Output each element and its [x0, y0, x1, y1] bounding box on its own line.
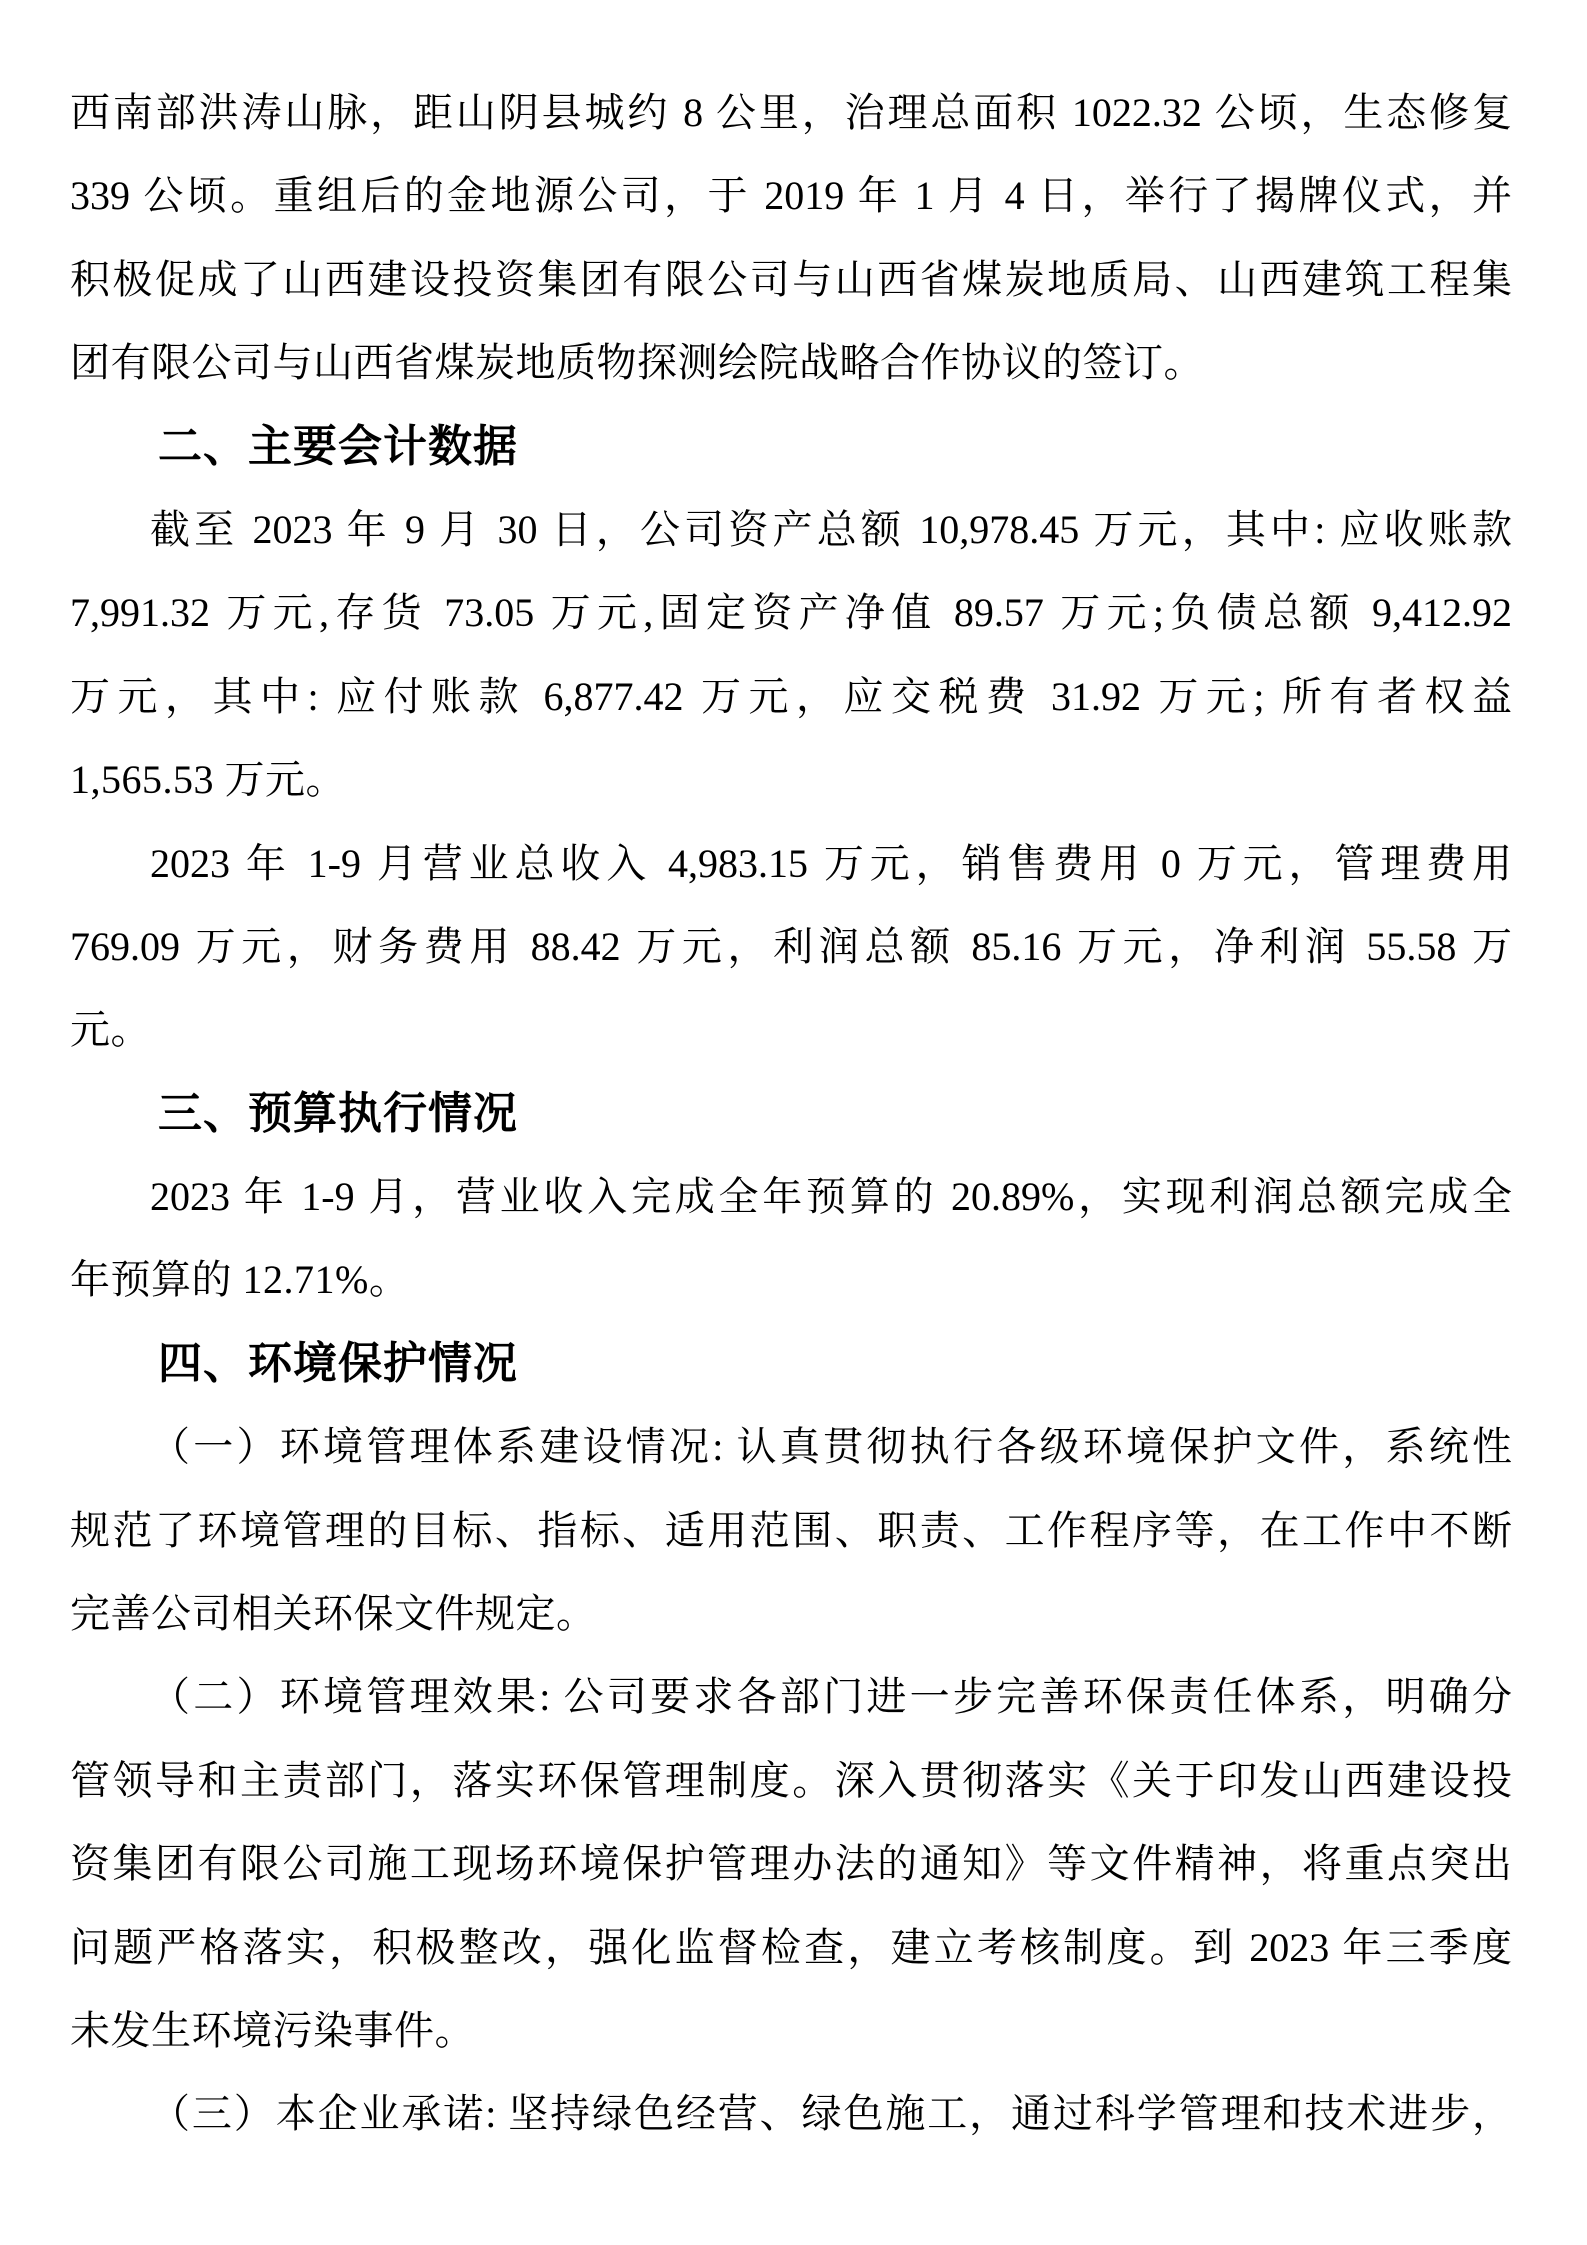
- section-heading-budget-execution: 三、预算执行情况: [158, 1088, 518, 1138]
- document-body-text: [70, 71, 1512, 2156]
- text-line: 问题严格落实，积极整改，强化监督检查，建立考核制度。到 2023 年三季度: [70, 1924, 1512, 1970]
- text-line: 完善公司相关环保文件规定。: [70, 1591, 597, 1637]
- text-line: 积极促成了山西建设投资集团有限公司与山西省煤炭地质局、山西建筑工程集: [70, 256, 1512, 302]
- text-line: 2023 年 1-9 月，营业收入完成全年预算的 20.89%，实现利润总额完成全: [150, 1174, 1512, 1220]
- section-heading-accounting-data: 二、主要会计数据: [158, 421, 518, 471]
- text-line: 339 公顷。重组后的金地源公司，于 2019 年 1 月 4 日，举行了揭牌仪式，并: [70, 173, 1512, 219]
- section-heading-environmental-protection: 四、环境保护情况: [158, 1338, 518, 1388]
- text-line: 未发生环境污染事件。: [70, 2007, 475, 2053]
- text-line: 万元，其中: 应付账款 6,877.42 万元，应交税费 31.92 万元; 所有者权益: [70, 673, 1512, 719]
- text-line: 1,565.53 万元。: [70, 757, 346, 803]
- text-line: 7,991.32 万元,存货 73.05 万元,固定资产净值 89.57 万元;负债总额 9,412.92: [70, 590, 1512, 636]
- text-line: 769.09 万元，财务费用 88.42 万元，利润总额 85.16 万元，净利润 55.58 万: [70, 923, 1512, 969]
- text-line: 西南部洪涛山脉，距山阴县城约 8 公里，治理总面积 1022.32 公顷，生态修复: [70, 90, 1512, 135]
- text-line: （二）环境管理效果: 公司要求各部门进一步完善环保责任体系，明确分: [150, 1674, 1512, 1720]
- text-line: （三）本企业承诺: 坚持绿色经营、绿色施工，通过科学管理和技术进步，: [150, 2091, 1512, 2137]
- text-line: 资集团有限公司施工现场环境保护管理办法的通知》等文件精神，将重点突出: [70, 1841, 1512, 1887]
- text-line: 规范了环境管理的目标、指标、适用范围、职责、工作程序等，在工作中不断: [70, 1507, 1512, 1553]
- text-line: 团有限公司与山西省煤炭地质物探测绘院战略合作协议的签订。: [70, 340, 1204, 386]
- text-line: 截至 2023 年 9 月 30 日，公司资产总额 10,978.45 万元，其中: 应收账款: [150, 506, 1512, 552]
- text-line: 管领导和主责部门，落实环保管理制度。深入贯彻落实《关于印发山西建设投: [70, 1757, 1512, 1803]
- text-line: （一）环境管理体系建设情况: 认真贯彻执行各级环境保护文件，系统性: [150, 1424, 1512, 1470]
- text-line: 年预算的 12.71%。: [70, 1257, 410, 1303]
- text-line: 2023 年 1-9 月营业总收入 4,983.15 万元，销售费用 0 万元，管理费用: [150, 840, 1512, 886]
- text-line: 元。: [70, 1007, 151, 1053]
